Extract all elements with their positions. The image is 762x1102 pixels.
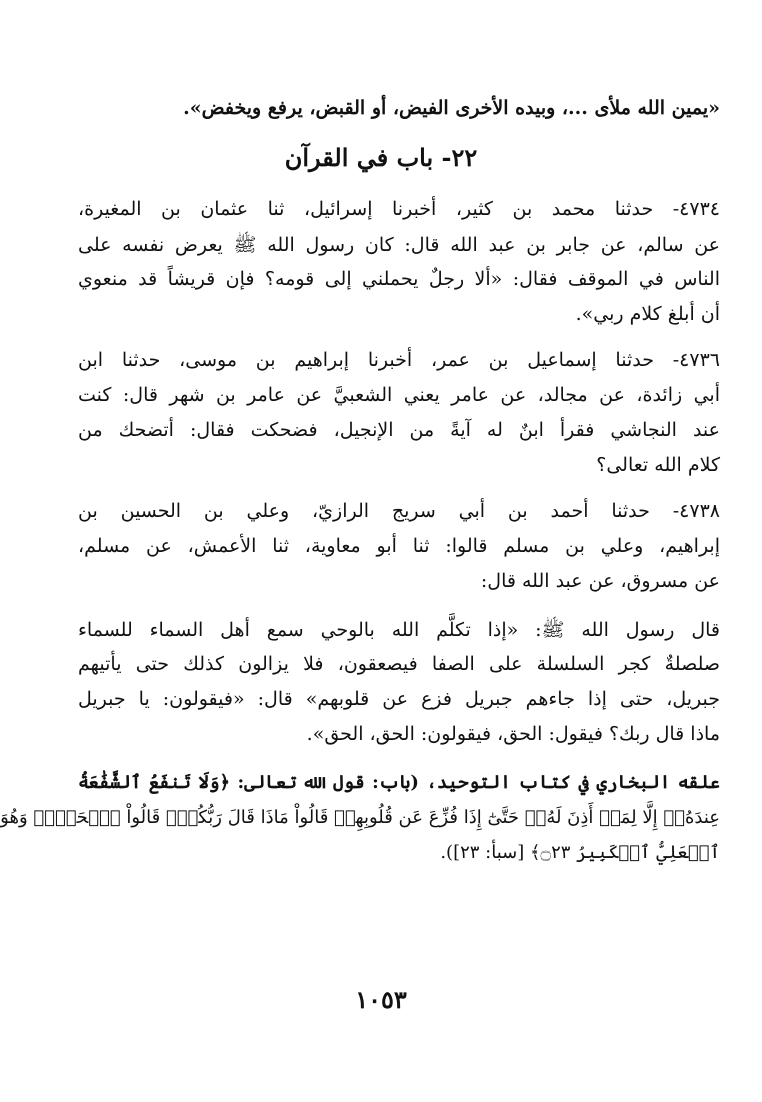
- note-line-3: ٱلۡعَلِيُّ ٱلۡكَبِيرُ ۝٢٣﴾ [سبأ: ٢٣]).: [440, 842, 720, 863]
- hadith-4738-line-1: ٤٧٣٨- حدثنا أحمد بن أبي سريج الرازيّ، وعلي بن الحسين بن: [78, 500, 720, 522]
- hadith-4736-line-2: أبي زائدة، عن مجالد، عن عامر يعني الشعبيَّ عن عامر بن شهر قال: كنت: [78, 384, 720, 406]
- hadith-text-line-1: قال رسول الله ﷺ: «إذا تكلَّم الله بالوحي سمع أهل السماء للسماء: [78, 619, 720, 641]
- chapter-title: ٢٢- باب في القرآن: [284, 143, 478, 172]
- hadith-4734-line-3: الناس في الموقف فقال: «ألا رجلٌ يحملني إلى قومه؟ فإن قريشاً قد منعوي: [78, 268, 720, 290]
- hadith-4734-line-4: أن أبلغ كلام ربي».: [575, 303, 720, 325]
- top-line: «يمين الله ملأى ...، وبيده الأخرى الفيض، أو القبض، يرفع ويخفض».: [183, 97, 720, 119]
- hadith-4736-line-3: عند النجاشي فقرأ ابنٌ له آيةً من الإنجيل، فضحكت فقال: أتضحك من: [78, 419, 720, 441]
- note-line-1: علقه البخاري في كتاب التوحيد، (باب: قول الله تعالى: ﴿وَلَا تَنفَعُ ٱلشَّفَٰعَةُ: [78, 772, 720, 793]
- hadith-text-line-3: جبريل، حتى إذا جاءهم جبريل فزع عن قلوبهم» قال: «فيقولون: يا جبريل: [78, 688, 720, 710]
- hadith-4734-line-2: عن سالم، عن جابر بن عبد الله قال: كان رسول الله ﷺ يعرض نفسه على: [78, 234, 720, 256]
- hadith-4736-line-4: كلام الله تعالى؟: [596, 454, 720, 476]
- hadith-4738-line-3: عن مسروق، عن عبد الله قال:: [480, 570, 720, 592]
- hadith-4736-line-1: ٤٧٣٦- حدثنا إسماعيل بن عمر، أخبرنا إبراهيم بن موسى، حدثنا ابن: [78, 349, 720, 371]
- hadith-4734-line-1: ٤٧٣٤- حدثنا محمد بن كثير، أخبرنا إسرائيل، ثنا عثمان بن المغيرة،: [78, 198, 720, 220]
- page-number: ١٠٥٣: [355, 985, 407, 1014]
- hadith-text-line-4: ماذا قال ربك؟ فيقول: الحق، فيقولون: الحق، الحق».: [306, 723, 720, 745]
- hadith-4738-line-2: إبراهيم، وعلي بن مسلم قالوا: ثنا أبو معاوية، ثنا الأعمش، عن مسلم،: [78, 535, 720, 557]
- note-line-2: عِندَهُۥٓ إِلَّا لِمَنۡ أَذِنَ لَهُۥۚ حَتَّىٰٓ إِذَا فُزِّعَ عَن قُلُوبِهِمۡ قَالُواْ مَاذَا قَالَ رَبُّكُمۡۖ قَالُواْ ٱلۡحَقَّۖ وَهُوَ: [0, 807, 720, 828]
- hadith-text-line-2: صلصلةٌ كجر السلسلة على الصفا فيصعقون، فلا يزالون كذلك حتى يأتيهم: [78, 653, 720, 675]
